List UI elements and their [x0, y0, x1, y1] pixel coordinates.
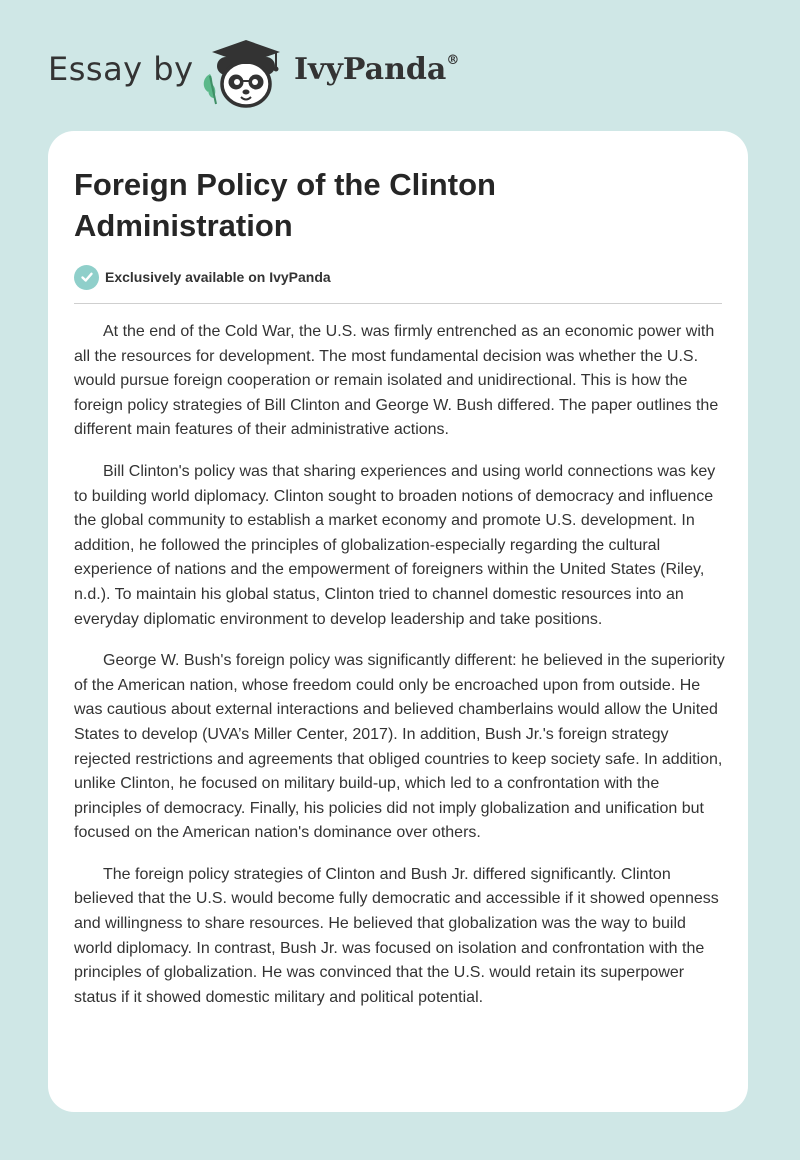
site-header: [0, 0, 800, 130]
brand-prefix: Essay by: [48, 50, 194, 88]
paragraph: George W. Bush's foreign policy was significantly different: he believed in the superiority of the American nation, whose freedom could only be encroached upon from outside. He was cautious about external interactions and believed chamberlains would allow the United States to develop (UVA’s Miller Center, 2017). In addition, Bush Jr.'s foreign strategy rejected restrictions and agreements that obliged countries to keep society safe. In addition, unlike Clinton, he focused on military build-up, which led to a confrontation with the principles of democracy. Finally, his policies did not imply globalization and unification but focused on the American nation's dominance over others.: [74, 652, 725, 842]
paragraph: The foreign policy strategies of Clinton and Bush Jr. differed significantly. Clinton believed that the U.S. would become fully democratic and accessible if it showed openness and willingness to share resources. He believed that globalization was the way to build world diplomacy. In contrast, Bush Jr. was focused on isolation and confrontation with the principles of globalization. He was convinced that the U.S. would retain its superpower status if it showed domestic military and political potential.: [74, 865, 719, 1006]
essay-card: [48, 131, 748, 1112]
brand-name[interactable]: IvyPanda®: [294, 52, 460, 87]
trademark-symbol: ®: [446, 53, 460, 68]
panda-graduate-icon[interactable]: [198, 34, 294, 110]
divider: [74, 303, 722, 304]
paragraph: Bill Clinton's policy was that sharing experiences and using world connections was key to building world diplomacy. Clinton sought to broaden notions of democracy and influence the global community to establish a market economy and promote U.S. development. In addition, he followed the principles of globalization-especially regarding the cultural experience of nations and the empowerment of foreigners within the United States (Riley, n.d.). To maintain his global status, Clinton tried to channel domestic resources into an everyday diplomatic environment to develop leadership and take positions.: [74, 462, 716, 628]
exclusive-badge: [74, 264, 331, 290]
check-icon: [74, 265, 99, 290]
badge-text: Exclusively available on IvyPanda: [105, 269, 331, 285]
page-title: Foreign Policy of the Clinton Administration: [74, 167, 496, 243]
essay-body: [74, 320, 728, 1027]
paragraph: At the end of the Cold War, the U.S. was firmly entrenched as an economic power with all the resources for development. The most fundamental decision was whether the U.S. would pursue foreign cooperation or remain isolated and unidirectional. This is how the foreign policy strategies of Bill Clinton and George W. Bush differed. The paper outlines the different main features of their administrative actions.: [74, 323, 719, 439]
